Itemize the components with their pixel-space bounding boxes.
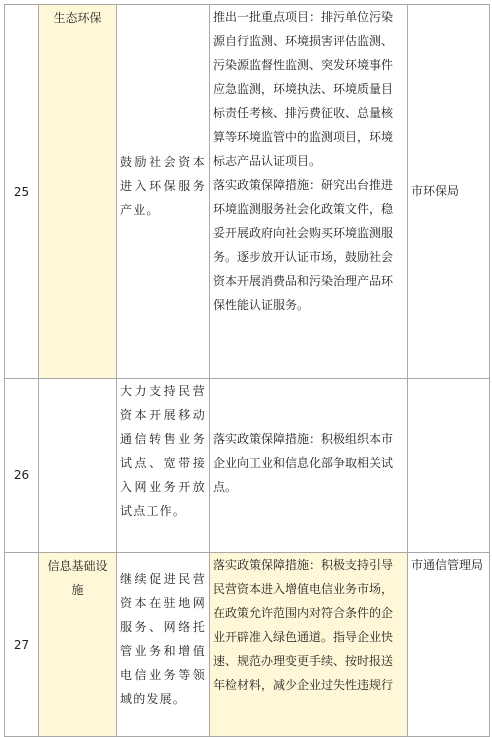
department-cell: 市通信管理局 — [408, 553, 490, 737]
row-number — [5, 379, 39, 553]
department-cell: 市环保局 — [408, 5, 490, 379]
table-row-27 — [5, 553, 490, 737]
detail-cell — [210, 5, 408, 379]
department-cell — [408, 379, 490, 553]
category-label: 生态环保 — [53, 11, 102, 25]
category-cell — [39, 5, 117, 379]
table-row-26 — [5, 379, 490, 553]
measure-cell — [117, 5, 210, 379]
category-cell — [39, 379, 117, 553]
measure-text: 大力支持民营资本开展移动通信转售业务试点、宽带接入网业务开放试点工作。 — [120, 384, 206, 518]
category-cell — [39, 553, 117, 737]
detail-paragraph: 落实政策保障措施：研究出台推进环境监测服务社会化政策文件，稳妥开展政府向社会购买环境监测服务。逐步放开认证市场，鼓励社会资本开展消费品和污染治理产品环保性能认证服务。 — [213, 178, 394, 312]
table-row-25 — [5, 5, 490, 379]
detail-paragraph: 落实政策保障措施：积极支持引导民营资本进入增值电信业务市场，在政策允许范围内对符合条件的企业开辟准入绿色通道。指导企业快速、规范办理变更手续、按时报送年检材料，减少企业过失性违规行 — [213, 558, 394, 692]
row-number-text: 26 — [13, 468, 30, 482]
measure-cell — [117, 379, 210, 553]
detail-paragraph: 落实政策保障措施：积极组织本市企业向工业和信息化部争取相关试点。 — [213, 432, 394, 494]
row-number: 25 — [5, 5, 39, 379]
policy-table — [4, 4, 490, 737]
measure-text: 继续促进民营资本在驻地网服务、网络托管业务和增值电信业务等领域的发展。 — [120, 572, 206, 706]
detail-cell — [210, 553, 408, 737]
category-label: 信息基础设施 — [47, 559, 108, 597]
detail-paragraph: 推出一批重点项目：排污单位污染源自行监测、环境损害评估监测、污染源监督性监测、突发环境事件应急监测，环境执法、环境质量目标责任考核、排污费征收、总量核算等环境监管中的监测项目，环境标志产品认证项目。 — [213, 10, 394, 168]
measure-cell — [117, 553, 210, 737]
row-number: 27 — [5, 553, 39, 737]
measure-text: 鼓励社会资本进入环保服务产业。 — [120, 155, 206, 217]
detail-cell — [210, 379, 408, 553]
